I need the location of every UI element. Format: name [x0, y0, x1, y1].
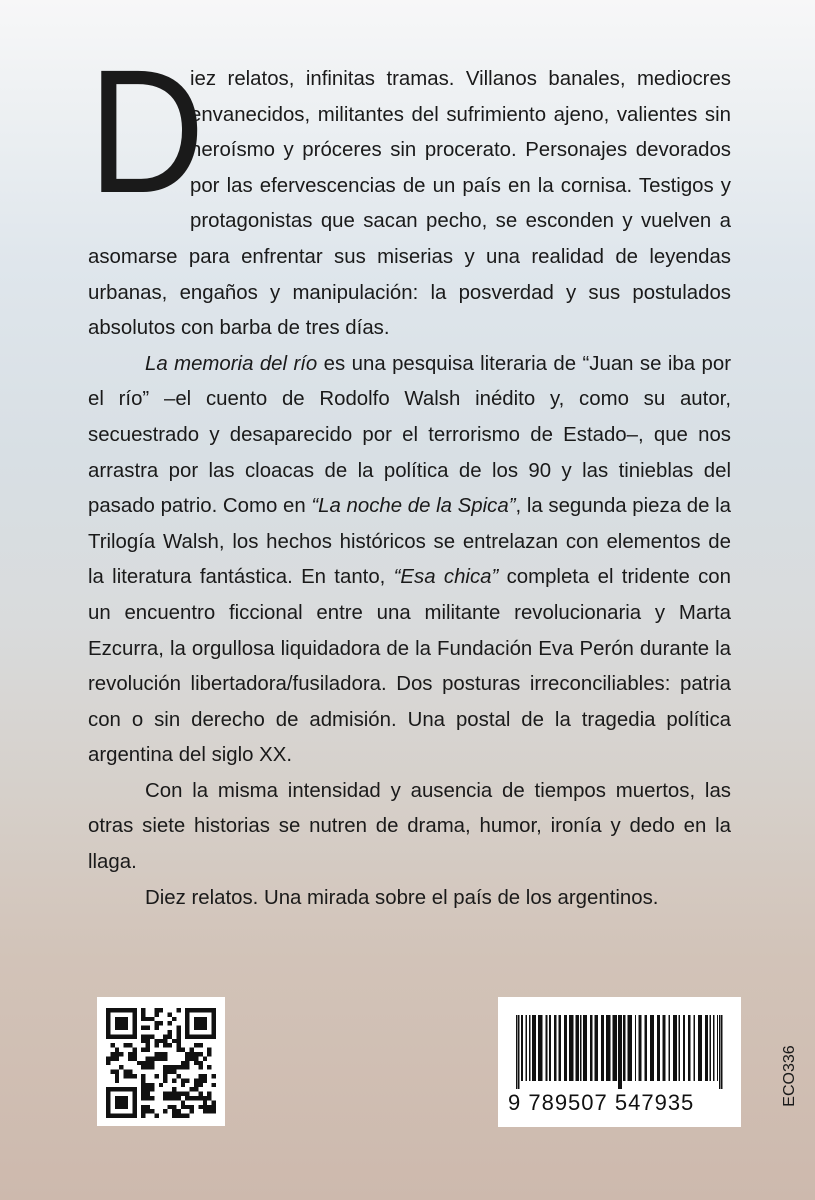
catalog-code-text: ECO336 [781, 1045, 798, 1107]
book-title-memoria: La memoria del río [145, 352, 318, 375]
drop-cap: D [88, 34, 205, 230]
book-title-chica: “Esa chica” [393, 566, 499, 589]
paragraph-3: Con la misma intensidad y ausencia de tiempos muertos, las otras siete historias se nutren de drama, humor, ironía y dedo en la llaga. [88, 779, 731, 874]
catalog-code [780, 1030, 800, 1122]
paragraph-1-text: iez relatos, infinitas tramas. Villanos banales, mediocres envanecidos, militantes del sufrimiento ajeno, valientes sin heroísmo y próceres sin procerato. Personajes devorados por las efervescencias de un país en la cornisa. Testigos y protagonistas que sacan pecho, se esconden y vuelven a asomarse para enfrentar sus miserias y una realidad de leyendas urbanas, engaños y manipulación: la posverdad y sus postulados absolutos con barba de tres días. [88, 68, 731, 340]
paragraph-2-text-b: , la segunda pieza de la Trilogía Walsh, los hechos históricos se entrelazan con elementos de la literatura fantástica. En tanto, [88, 495, 731, 589]
blurb-text [88, 34, 731, 916]
paragraph-2-text-c: completa el tridente con un encuentro ficcional entre una militante revolucionaria y Marta Ezcurra, la orgullosa liquidadora de la Fundación Eva Perón durante la revolución libertadora/fusiladora. Dos posturas irreconciliables: patria con o sin derecho de admisión. Una postal de la tragedia política argentina del siglo XX. [88, 566, 731, 767]
paragraph-4: Diez relatos. Una mirada sobre el país de los argentinos. [145, 886, 659, 909]
paragraph-2-text-a: es una pesquisa literaria de “Juan se iba por el río” –el cuento de Rodolfo Walsh inédito y, como su autor, secuestrado y desaparecido por el terrorismo de Estado–, que nos arrastra por las cloacas de la política de los 90 y las tinieblas del pasado patrio. Como en [88, 352, 731, 518]
qr-code[interactable] [97, 997, 225, 1126]
qr-code-icon [106, 1008, 216, 1118]
barcode-icon [510, 1015, 732, 1089]
paragraph-2 [88, 347, 731, 774]
isbn-barcode [498, 997, 741, 1127]
isbn-number: 9 789507 547935 [508, 1090, 695, 1115]
paragraph-1 [88, 34, 731, 347]
book-title-spica: “La noche de la Spica” [311, 495, 516, 518]
